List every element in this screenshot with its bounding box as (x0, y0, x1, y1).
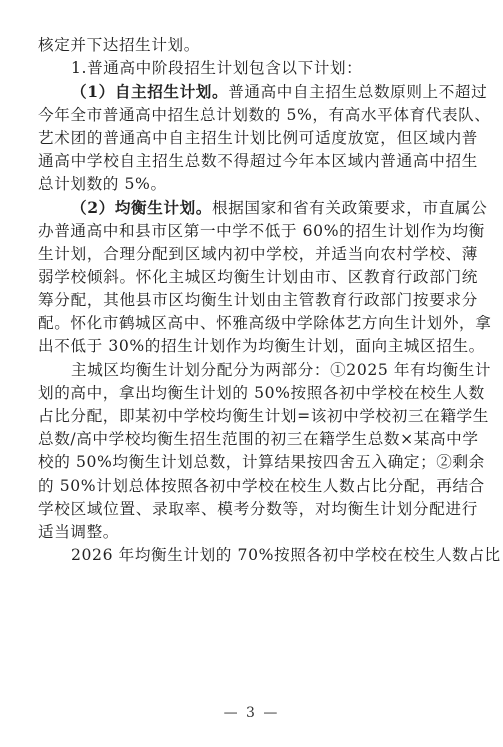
paragraph-line: 通高中学校自主招生总数不得超过今年本区域内普通高中招生 (38, 151, 478, 170)
document-body (38, 34, 501, 567)
paragraph-line: 筹分配，其他县市区均衡生计划由主管教育行政部门按要求分 (38, 291, 478, 310)
paragraph-line: 出不低于 30%的招生计划作为均衡生计划，面向主城区招生。 (38, 337, 485, 356)
paragraph-line: 适当调整。 (38, 522, 119, 541)
paragraph-line: 主城区均衡生计划分配分为两部分：①2025 年有均衡生计 (71, 360, 492, 379)
subsection-heading: （2）均衡生计划。 (71, 198, 213, 218)
paragraph-line: 弱学校倾斜。怀化主城区均衡生计划由市、区教育行政部门统 (38, 267, 478, 286)
paragraph-line: 划的高中，拿出均衡生计划的 50%按照各初中学校在校生人数 (38, 383, 485, 402)
paragraph-line: 核定并下达招生计划。 (38, 36, 200, 54)
paragraph-text: 根据国家和省有关政策要求，市直属公 (212, 199, 488, 218)
paragraph-text: 普通高中自主招生总数原则上不超过 (228, 83, 488, 102)
paragraph-line: 配。怀化市鹤城区高中、怀雅高级中学除体艺方向生计划外，拿 (38, 314, 492, 333)
paragraph-line (38, 196, 488, 219)
paragraph-line: 2026 年均衡生计划的 70%按照各初中学校在校生人数占比 (71, 546, 501, 565)
paragraph-line: 办普通高中和县市区第一中学不低于 60%的招生计划作为均衡 (38, 221, 485, 240)
paragraph-line: 今年全市普通高中招生总计划数的 5%，有高水平体育代表队、 (38, 105, 491, 124)
paragraph-line: 学校区域位置、录取率、模考分数等，对均衡生计划分配进行 (38, 499, 478, 518)
paragraph-line: 艺术团的普通高中自主招生计划比例可适度放宽，但区域内普 (38, 128, 478, 147)
page-number: — 3 — (223, 705, 280, 721)
paragraph-line: 总计划数的 5%。 (38, 175, 167, 194)
subsection-heading: （1）自主招生计划。 (71, 82, 229, 102)
paragraph-line: 总数/高中学校均衡生招生范围的初三在籍学生总数×某高中学 (38, 430, 479, 449)
section-heading: 1.普通高中阶段招生计划包含以下计划： (71, 59, 363, 78)
paragraph-line: 生计划，合理分配到区域内初中学校，并适当向农村学校、薄 (38, 244, 478, 263)
paragraph-line: 校的 50%均衡生计划总数，计算结果按四舍五入确定；②剩余 (38, 453, 485, 472)
paragraph-line: 的 50%计划总体按照各初中学校在校生人数占比分配，再结合 (38, 476, 485, 495)
paragraph-line: 占比分配，即某初中学校均衡生计划=该初中学校初三在籍学生 (38, 407, 489, 425)
paragraph-line (38, 80, 488, 103)
